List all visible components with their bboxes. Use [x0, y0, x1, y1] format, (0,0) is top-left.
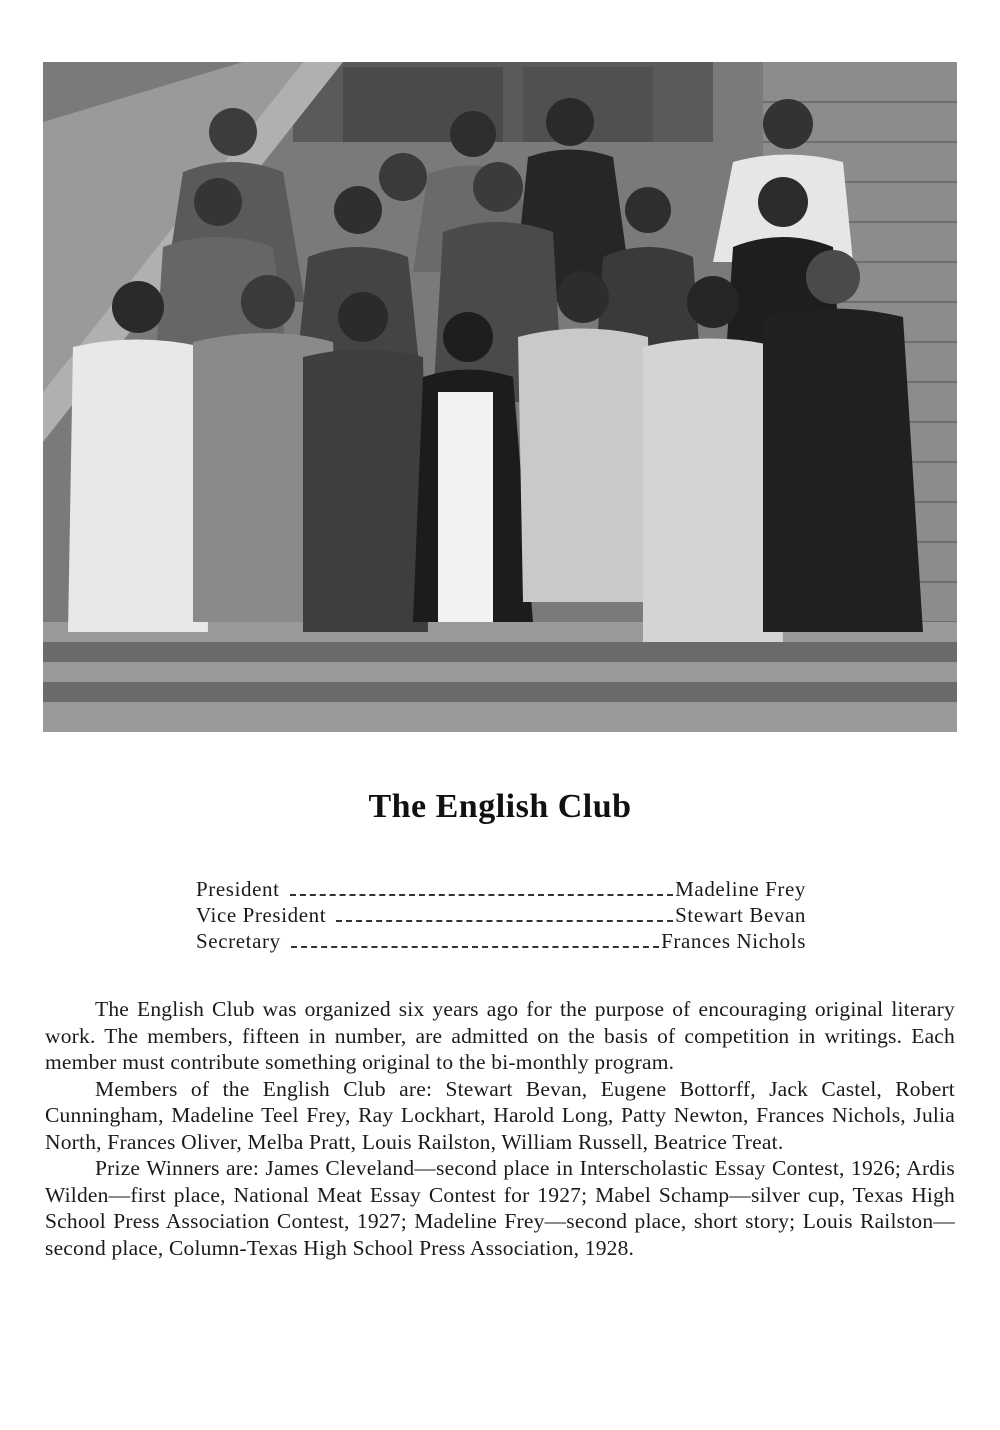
- officer-role: President: [196, 877, 280, 901]
- officer-name: Frances Nichols: [661, 929, 806, 953]
- officer-name: Stewart Bevan: [675, 903, 806, 927]
- paragraph-members: Members of the English Club are: Stewart Bevan, Eugene Bottorff, Jack Castel, Robert Cunningham, Madeline Teel Frey, Ray Lockhart, Harold Long, Patty Newton, Frances Nichols, Julia North, Frances Oliver, Melba Pratt, Louis Railston, William Russell, Beatrice Treat.: [45, 1076, 955, 1154]
- officer-role: Vice President: [196, 903, 327, 927]
- officer-row-vice-president: [196, 902, 806, 928]
- group-photo: [43, 62, 957, 732]
- club-description: [45, 996, 955, 1261]
- officer-role: Secretary: [196, 929, 281, 953]
- page-title: The English Club: [368, 788, 632, 825]
- officer-row-president: [196, 876, 806, 902]
- group-photo-illustration: [43, 62, 957, 732]
- paragraph-purpose: The English Club was organized six years ago for the purpose of encouraging original literary work. The members, fifteen in number, are admitted on the basis of competition in writings. Each member must contribute something original to the bi-monthly program.: [45, 997, 955, 1074]
- paragraph-prize-winners: Prize Winners are: James Cleveland—second place in Interscholastic Essay Contest, 1926; Ardis Wilden—first place, National Meat Essay Contest for 1927; Mabel Schamp—silver cup, Texas High School Press Association Contest, 1927; Madeline Frey—second place, short story; Louis Railston—second place, Column-Texas High School Press Association, 1928.: [45, 1156, 955, 1260]
- officers-list: [196, 876, 806, 954]
- officer-row-secretary: [196, 928, 806, 954]
- dotted-leader: [291, 946, 659, 948]
- dotted-leader: [290, 894, 674, 896]
- officer-name: Madeline Frey: [675, 877, 806, 901]
- dotted-leader: [336, 920, 673, 922]
